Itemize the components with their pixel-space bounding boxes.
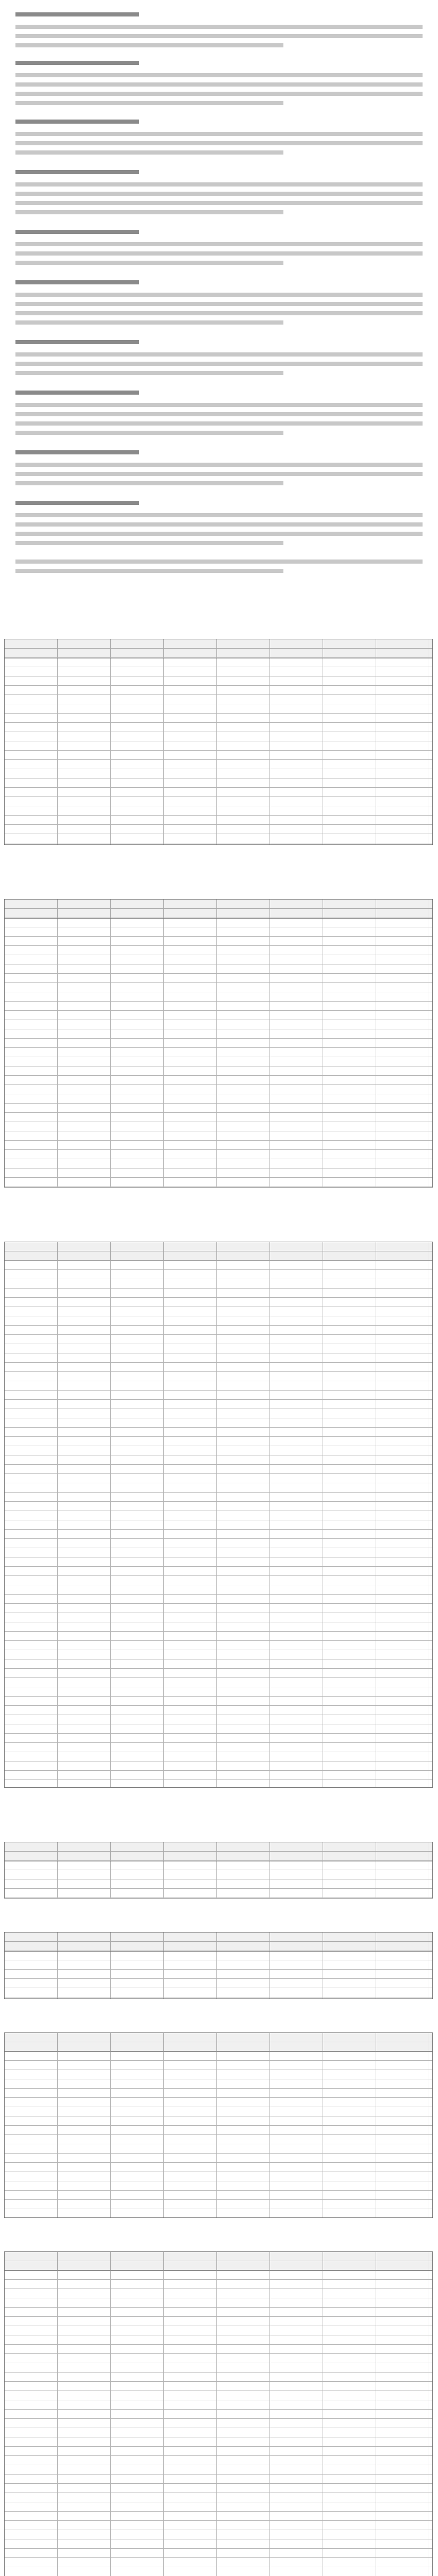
narrative-heading [15, 450, 139, 454]
narrative-line [15, 92, 423, 96]
narrative-line [15, 569, 283, 573]
narrative-heading [15, 170, 139, 174]
narrative-heading [15, 120, 139, 124]
narrative-line [15, 201, 423, 205]
narrative-heading [15, 340, 139, 344]
narrative-line [15, 541, 283, 545]
narrative-line [15, 532, 423, 536]
data-table [4, 1932, 433, 1999]
narrative-heading [15, 61, 139, 65]
data-table [4, 2251, 433, 2576]
narrative-line [15, 311, 423, 315]
narrative-line [15, 261, 283, 265]
narrative-heading [15, 12, 139, 16]
narrative-line [15, 320, 283, 325]
narrative-line [15, 362, 423, 366]
narrative-line [15, 421, 423, 426]
narrative-line [15, 371, 283, 375]
narrative-line [15, 352, 423, 357]
narrative-line [15, 192, 423, 196]
narrative-heading [15, 230, 139, 234]
table-header-row [5, 900, 432, 919]
narrative-line [15, 43, 283, 47]
narrative-line [15, 403, 423, 407]
narrative-heading [15, 280, 139, 284]
narrative-line [15, 412, 423, 416]
narrative-line [15, 73, 423, 77]
narrative-heading [15, 501, 139, 505]
table-header-row [5, 1842, 432, 1861]
table-header-row [5, 2252, 432, 2271]
table-header-row [5, 639, 432, 658]
narrative-line [15, 132, 423, 136]
narrative-line [15, 82, 423, 87]
narrative-line [15, 560, 423, 564]
table-header-row [5, 1933, 432, 1952]
narrative-line [15, 150, 283, 155]
narrative-line [15, 302, 423, 306]
narrative-line [15, 481, 283, 485]
narrative-heading [15, 391, 139, 395]
data-table [4, 639, 433, 845]
narrative-line [15, 513, 423, 517]
data-table [4, 1842, 433, 1899]
narrative-line [15, 522, 423, 527]
narrative-line [15, 242, 423, 246]
narrative-line [15, 210, 283, 214]
narrative-line [15, 431, 283, 435]
narrative-line [15, 182, 423, 187]
narrative-line [15, 141, 423, 145]
narrative-line [15, 25, 423, 29]
narrative-line [15, 472, 423, 476]
table-header-row [5, 1242, 432, 1261]
data-table [4, 2032, 433, 2218]
narrative-line [15, 463, 423, 467]
narrative-line [15, 251, 423, 256]
narrative-text-region [0, 0, 438, 608]
narrative-line [15, 34, 423, 38]
data-table [4, 1242, 433, 1788]
narrative-line [15, 101, 283, 105]
table-header-row [5, 2033, 432, 2052]
data-table [4, 899, 433, 1188]
narrative-line [15, 293, 423, 297]
